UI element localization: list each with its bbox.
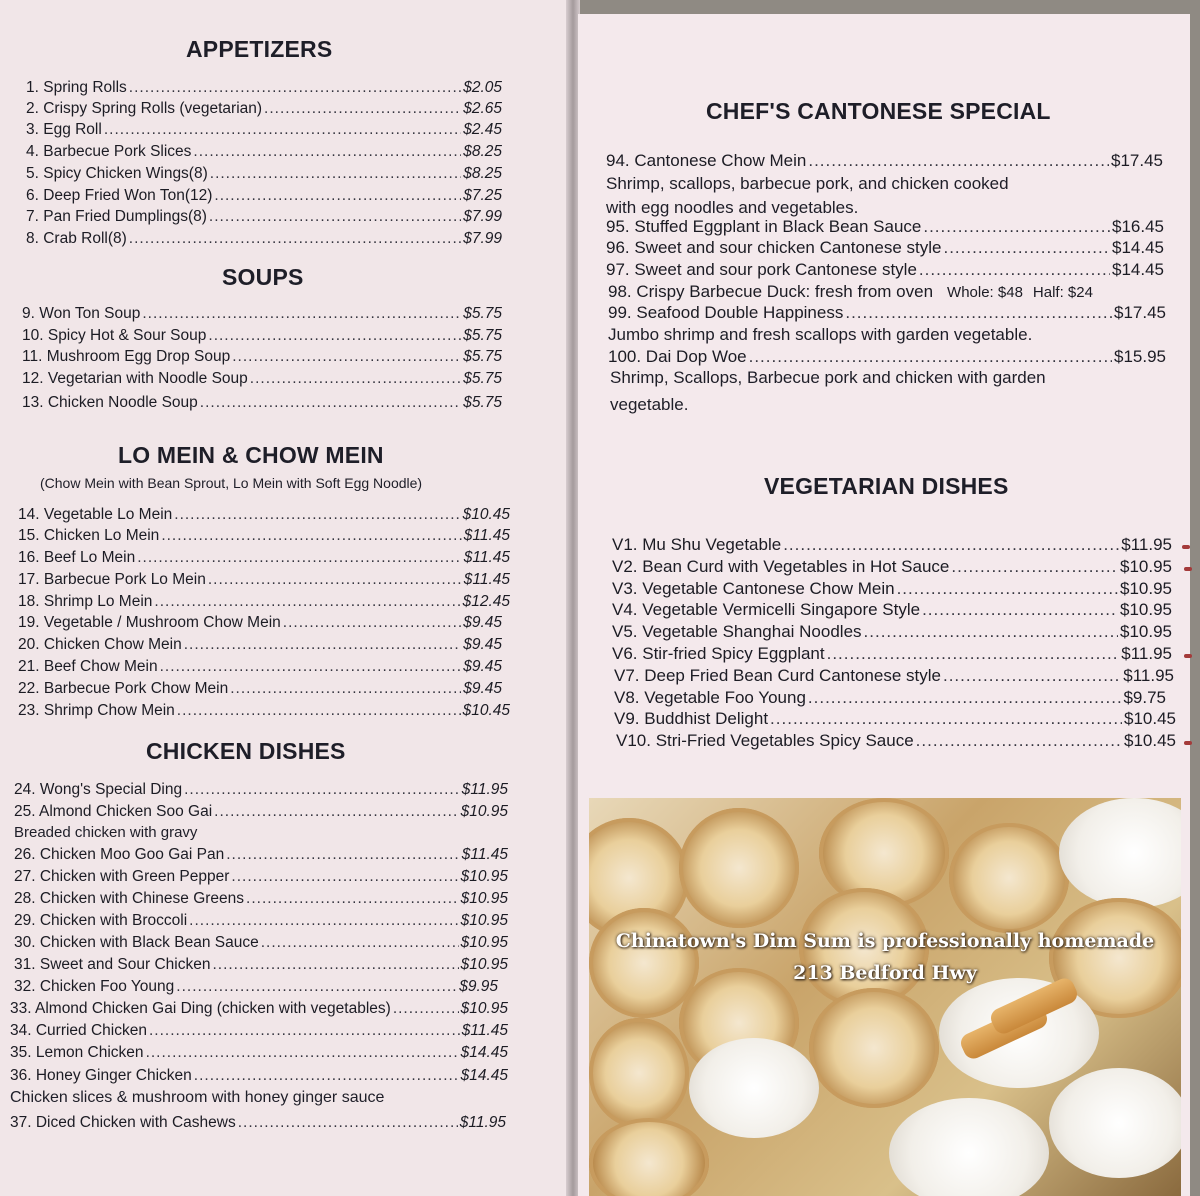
item-price: $11.95 (1121, 644, 1172, 663)
item-price-half: Half: $24 (1032, 284, 1093, 301)
dot-leader (749, 347, 1112, 367)
dot-leader (393, 1000, 459, 1018)
dot-leader (808, 151, 1109, 171)
spicy-marker-icon (1184, 654, 1192, 658)
dot-leader (264, 100, 461, 118)
item-name: 11. Mushroom Egg Drop Soup (22, 348, 231, 365)
item-price: $14.45 (460, 1067, 508, 1084)
item-price: $10.95 (1120, 579, 1172, 598)
menu-item (606, 151, 1163, 173)
item-name: 26. Chicken Moo Goo Gai Pan (14, 846, 225, 863)
menu-item (26, 100, 502, 122)
item-price: $10.95 (460, 956, 508, 973)
menu-item (10, 1044, 508, 1066)
item-name: V5. Vegetable Shanghai Noodles (612, 622, 862, 641)
item-price: $15.95 (1114, 347, 1166, 366)
photo-caption: Chinatown's Dim Sum is professionally homemade (615, 930, 1155, 952)
dot-leader (177, 702, 461, 720)
item-price: $10.95 (1120, 557, 1172, 576)
item-price: $10.95 (460, 890, 508, 907)
item-price: $10.45 (1124, 731, 1176, 750)
dot-leader (212, 956, 458, 974)
item-name: 20. Chicken Chow Mein (18, 636, 182, 653)
steamer-basket (589, 1018, 689, 1128)
item-name: 27. Chicken with Green Pepper (14, 868, 230, 885)
menu-item (22, 348, 502, 370)
item-name: V2. Bean Curd with Vegetables in Hot Sauce (612, 557, 950, 576)
dot-leader (845, 303, 1112, 323)
item-name: 31. Sweet and Sour Chicken (14, 956, 211, 973)
item-name: V6. Stir-fried Spicy Eggplant (612, 644, 825, 663)
item-description: Shrimp, Scallops, Barbecue pork and chicken with garden (610, 368, 1046, 387)
menu-item (612, 535, 1172, 557)
item-name: 28. Chicken with Chinese Greens (14, 890, 245, 907)
item-name: 13. Chicken Noodle Soup (22, 394, 198, 411)
item-name: 32. Chicken Foo Young (14, 978, 175, 995)
item-name: 3. Egg Roll (26, 121, 102, 138)
item-price: $11.95 (461, 781, 508, 798)
menu-item (18, 614, 502, 636)
item-price: $10.45 (1124, 709, 1176, 728)
item-price: $11.45 (463, 527, 510, 544)
menu-item (18, 527, 510, 549)
dot-leader (923, 217, 1110, 237)
menu-item (14, 803, 508, 825)
dot-leader (200, 394, 461, 412)
item-name: 22. Barbecue Pork Chow Mein (18, 680, 229, 697)
item-price: $5.75 (463, 394, 502, 411)
menu-item (18, 549, 510, 571)
item-name: 24. Wong's Special Ding (14, 781, 183, 798)
item-name: V10. Stri-Fried Vegetables Spicy Sauce (616, 731, 914, 750)
dot-leader (184, 636, 462, 654)
menu-item (26, 165, 502, 187)
menu-item (26, 230, 502, 252)
dim-sum-photo (589, 798, 1181, 1196)
menu-item (22, 370, 502, 392)
item-price: $9.75 (1123, 688, 1166, 707)
dot-leader (864, 622, 1118, 642)
menu-item (18, 593, 510, 615)
menu-item (10, 1114, 506, 1136)
menu-item (608, 303, 1166, 325)
dot-leader (232, 348, 461, 366)
menu-item (614, 688, 1166, 710)
item-price: $11.95 (1123, 666, 1174, 685)
item-price: $11.45 (463, 571, 510, 588)
item-price: $9.45 (463, 614, 502, 631)
dot-leader (209, 208, 461, 226)
item-price: $2.05 (463, 79, 502, 96)
menu-item (10, 1022, 508, 1044)
item-name: 30. Chicken with Black Bean Sauce (14, 934, 259, 951)
item-name: V9. Buddhist Delight (614, 709, 769, 728)
dot-leader (208, 571, 462, 589)
item-price: $10.95 (460, 912, 508, 929)
menu-item (14, 846, 508, 868)
serving-plate (889, 1098, 1049, 1196)
item-price: $11.95 (1121, 535, 1172, 554)
dot-leader (261, 934, 459, 952)
item-name: 6. Deep Fried Won Ton(12) (26, 187, 213, 204)
item-price: $10.95 (1120, 622, 1172, 641)
item-name: 15. Chicken Lo Mein (18, 527, 160, 544)
dot-leader (104, 121, 461, 139)
menu-item (22, 394, 502, 416)
item-description: Chicken slices & mushroom with honey ginger sauce (10, 1089, 385, 1106)
item-description: with egg noodles and vegetables. (606, 198, 859, 217)
item-price: $17.45 (1114, 303, 1166, 322)
menu-item (18, 571, 510, 593)
item-price: $10.95 (1120, 600, 1172, 619)
item-price: $14.45 (460, 1044, 508, 1061)
menu-item (26, 208, 502, 230)
item-price: $2.45 (463, 121, 502, 138)
dot-leader (897, 579, 1118, 599)
item-name: 97. Sweet and sour pork Cantonese style (606, 260, 917, 279)
item-name: 34. Curried Chicken (10, 1022, 147, 1039)
item-price: $5.75 (463, 327, 502, 344)
dot-leader (230, 680, 461, 698)
item-name: 98. Crispy Barbecue Duck: fresh from oven (608, 282, 934, 301)
item-name: 37. Diced Chicken with Cashews (10, 1114, 236, 1131)
item-price: $5.75 (463, 305, 502, 322)
dot-leader (189, 912, 458, 930)
appetizers-heading: APPETIZERS (186, 36, 333, 62)
menu-item (612, 557, 1172, 579)
dot-leader (149, 1022, 460, 1040)
item-name: 99. Seafood Double Happiness (608, 303, 844, 322)
photo-address: 213 Bedford Hwy (793, 962, 977, 984)
dot-leader (129, 79, 461, 97)
menu-item (14, 912, 508, 934)
dot-leader (129, 230, 461, 248)
item-name: 10. Spicy Hot & Sour Soup (22, 327, 207, 344)
dot-leader (951, 557, 1118, 577)
menu-item (14, 978, 498, 1000)
dot-leader (916, 731, 1122, 751)
item-name: 35. Lemon Chicken (10, 1044, 144, 1061)
menu-item (14, 868, 508, 890)
item-price: $7.99 (463, 208, 502, 225)
item-price: $14.45 (1112, 260, 1164, 279)
item-price: $10.95 (460, 803, 508, 820)
dot-leader (231, 868, 458, 886)
item-description: Breaded chicken with gravy (14, 824, 198, 841)
menu-item (14, 890, 508, 912)
menu-item (612, 579, 1172, 601)
dot-leader (770, 709, 1122, 729)
item-price: $11.45 (461, 846, 508, 863)
item-price-whole: Whole: $48 (947, 284, 1023, 301)
item-name: 9. Won Ton Soup (22, 305, 141, 322)
lo-mein-note: (Chow Mein with Bean Sprout, Lo Mein with Soft Egg Noodle) (40, 475, 423, 491)
item-name: 17. Barbecue Pork Lo Mein (18, 571, 206, 588)
dot-leader (214, 187, 461, 205)
menu-item (14, 781, 508, 803)
menu-item (614, 666, 1174, 688)
dot-leader (783, 535, 1119, 555)
item-description: Shrimp, scallops, barbecue pork, and chicken cooked (606, 174, 1009, 193)
item-price: $11.45 (463, 549, 510, 566)
item-price: $10.45 (462, 702, 510, 719)
menu-item (14, 934, 508, 956)
cantonese-heading: CHEF'S CANTONESE SPECIAL (706, 98, 1051, 124)
steamer-basket (809, 988, 939, 1108)
item-name: 100. Dai Dop Woe (608, 347, 747, 366)
item-name: 95. Stuffed Eggplant in Black Bean Sauce (606, 217, 922, 236)
item-name: 16. Beef Lo Mein (18, 549, 136, 566)
item-name: 23. Shrimp Chow Mein (18, 702, 175, 719)
menu-item (22, 327, 502, 349)
menu-item (606, 260, 1164, 282)
item-price: $14.45 (1112, 238, 1164, 257)
menu-item (26, 79, 502, 101)
item-name: 8. Crab Roll(8) (26, 230, 127, 247)
item-name: 2. Crispy Spring Rolls (vegetarian) (26, 100, 263, 117)
dot-leader (193, 143, 461, 161)
dot-leader (142, 305, 461, 323)
item-price: $9.45 (463, 658, 502, 675)
item-name: 96. Sweet and sour chicken Cantonese style (606, 238, 942, 257)
menu-item (18, 506, 510, 528)
dot-leader (943, 238, 1110, 258)
menu-item (18, 702, 510, 724)
dot-leader (210, 165, 461, 183)
item-price: $9.45 (463, 636, 502, 653)
dot-leader (208, 327, 461, 345)
item-price: $12.45 (462, 593, 510, 610)
dot-leader (184, 781, 460, 799)
item-name: V4. Vegetable Vermicelli Singapore Style (612, 600, 921, 619)
spicy-marker-icon (1184, 741, 1192, 745)
item-name: V1. Mu Shu Vegetable (612, 535, 782, 554)
item-name: 5. Spicy Chicken Wings(8) (26, 165, 208, 182)
menu-item (10, 1067, 508, 1089)
menu-item (612, 644, 1172, 666)
item-name: 19. Vegetable / Mushroom Chow Mein (18, 614, 281, 631)
dot-leader (808, 688, 1122, 708)
dot-leader (238, 1114, 458, 1132)
item-name: 4. Barbecue Pork Slices (26, 143, 192, 160)
item-price: $17.45 (1111, 151, 1163, 170)
menu-item (14, 956, 508, 978)
dot-leader (283, 614, 461, 632)
item-name: 14. Vegetable Lo Mein (18, 506, 173, 523)
item-name: 29. Chicken with Broccoli (14, 912, 188, 929)
item-price: $10.95 (460, 934, 508, 951)
serving-plate (1059, 798, 1181, 908)
menu-item (612, 600, 1172, 622)
menu-item (612, 622, 1172, 644)
dot-leader (226, 846, 460, 864)
dot-leader (176, 978, 457, 996)
item-price: $11.95 (459, 1114, 506, 1131)
item-name: 33. Almond Chicken Gai Ding (chicken with vegetables) (10, 1000, 391, 1017)
vegetarian-heading: VEGETARIAN DISHES (764, 473, 1009, 499)
item-name: V8. Vegetable Foo Young (614, 688, 806, 707)
item-price: $9.45 (463, 680, 502, 697)
item-name: V3. Vegetable Cantonese Chow Mein (612, 579, 895, 598)
spicy-marker-icon (1184, 567, 1192, 571)
item-price: $5.75 (463, 370, 502, 387)
item-price: $11.45 (461, 1022, 508, 1039)
spicy-marker-icon (1182, 545, 1190, 549)
item-price: $2.65 (463, 100, 502, 117)
item-name: 36. Honey Ginger Chicken (10, 1067, 192, 1084)
dot-leader (174, 506, 460, 524)
dot-leader (922, 600, 1118, 620)
item-price: $9.95 (459, 978, 498, 995)
item-name: 18. Shrimp Lo Mein (18, 593, 153, 610)
steamer-basket (589, 1118, 709, 1196)
steamer-basket (679, 808, 799, 928)
item-price: $7.25 (463, 187, 502, 204)
menu-item (616, 731, 1176, 753)
item-description: vegetable. (610, 395, 689, 414)
lo-mein-heading: LO MEIN & CHOW MEIN (118, 442, 384, 468)
menu-item (10, 1000, 508, 1022)
item-name: 1. Spring Rolls (26, 79, 127, 96)
menu-item (26, 187, 502, 209)
item-price: $10.95 (460, 1000, 508, 1017)
soups-heading: SOUPS (222, 264, 304, 290)
menu-item-duck (608, 282, 1168, 304)
dot-leader (137, 549, 462, 567)
dot-leader (943, 666, 1121, 686)
menu-item (606, 238, 1164, 260)
item-price: $10.45 (462, 506, 510, 523)
item-name: 25. Almond Chicken Soo Gai (14, 803, 213, 820)
menu-item (614, 709, 1176, 731)
menu-item (18, 636, 502, 658)
dot-leader (160, 658, 462, 676)
dot-leader (194, 1067, 459, 1085)
dot-leader (246, 890, 459, 908)
item-name: 94. Cantonese Chow Mein (606, 151, 807, 170)
menu-item (18, 658, 502, 680)
dot-leader (161, 527, 461, 545)
menu-item (22, 305, 502, 327)
menu-item (18, 680, 502, 702)
menu-item (26, 121, 502, 143)
dot-leader (919, 260, 1110, 280)
menu-item (608, 347, 1166, 369)
item-price: $8.25 (463, 143, 502, 160)
item-price: $16.45 (1112, 217, 1164, 236)
item-price: $5.75 (463, 348, 502, 365)
dot-leader (827, 644, 1120, 664)
item-price: $8.25 (463, 165, 502, 182)
dot-leader (250, 370, 461, 388)
item-price: $10.95 (460, 868, 508, 885)
item-name: V7. Deep Fried Bean Curd Cantonese style (614, 666, 941, 685)
menu-item (26, 143, 502, 165)
dot-leader (146, 1044, 459, 1062)
dot-leader (214, 803, 458, 821)
chicken-heading: CHICKEN DISHES (146, 738, 346, 764)
serving-plate (1049, 1068, 1181, 1178)
menu-item (606, 217, 1164, 239)
item-name: 12. Vegetarian with Noodle Soup (22, 370, 248, 387)
item-price: $7.99 (463, 230, 502, 247)
item-name: 7. Pan Fried Dumplings(8) (26, 208, 207, 225)
dot-leader (154, 593, 460, 611)
item-description: Jumbo shrimp and fresh scallops with garden vegetable. (608, 325, 1033, 344)
item-name: 21. Beef Chow Mein (18, 658, 158, 675)
steamer-basket (949, 823, 1069, 933)
soup-bowl (689, 1038, 819, 1138)
